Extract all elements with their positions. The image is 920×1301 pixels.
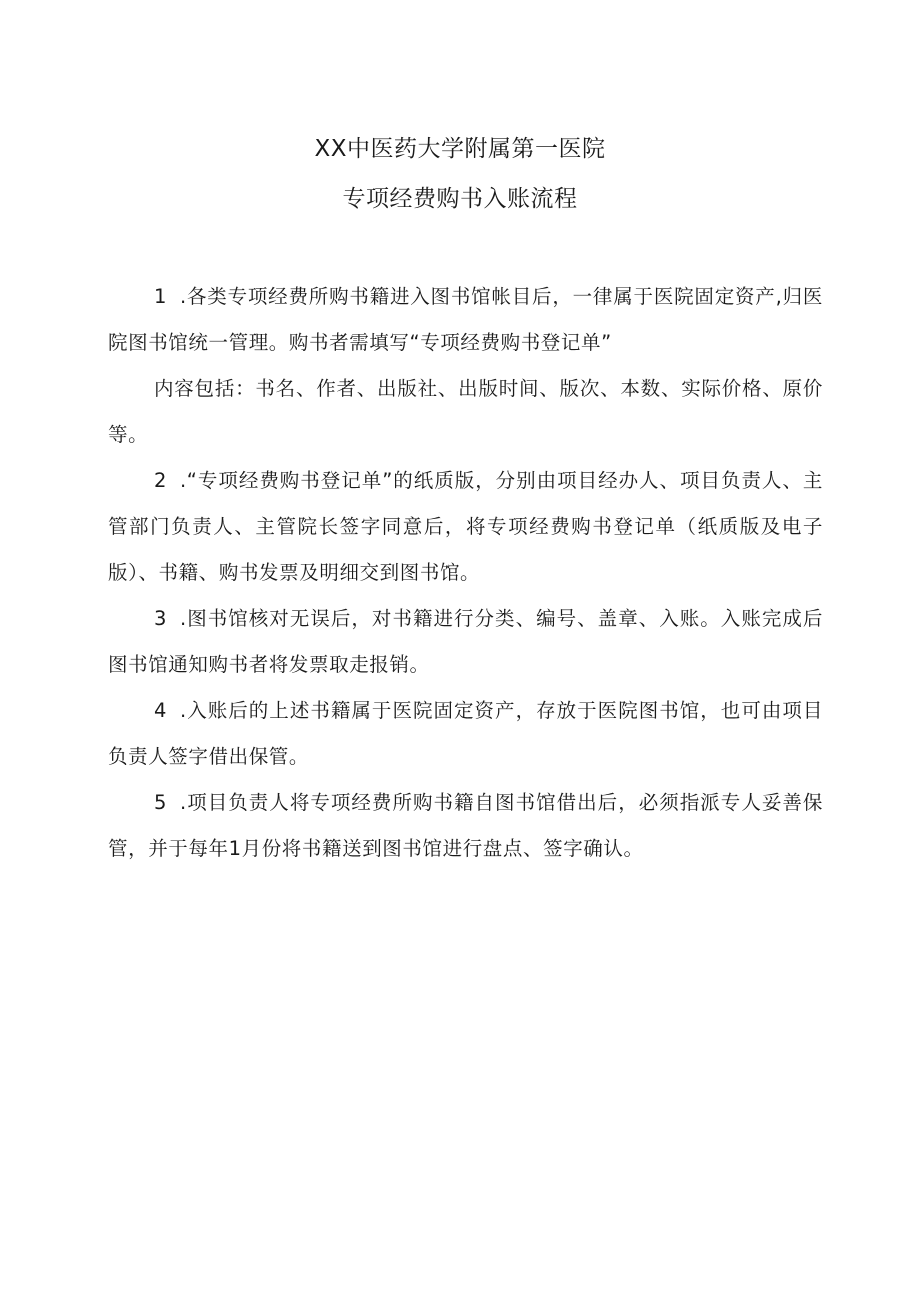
document-body xyxy=(108,274,823,872)
paragraph-4 xyxy=(108,688,823,780)
document-title-institution: XX中医药大学附属第一医院 xyxy=(314,136,606,162)
paragraph-number: 1 xyxy=(154,285,168,308)
paragraph-5 xyxy=(108,780,823,872)
paragraph-text: .各类专项经费所购书籍进入图书馆帐目后，一律属于医院固定资产,归医院图书馆统一管理。购书者需填写“专项经费购书登记单” xyxy=(108,285,823,354)
paragraph-number: 3 xyxy=(154,607,168,630)
paragraph-3 xyxy=(108,596,823,688)
paragraph-2 xyxy=(108,458,823,596)
paragraph-text: .“专项经费购书登记单”的纸质版，分别由项目经办人、项目负责人、主管部门负责人、主管院长签字同意后，将专项经费购书登记单（纸质版及电子版）、书籍、购书发票及明细交到图书馆。 xyxy=(108,469,823,584)
paragraph-number: 2 xyxy=(154,469,168,492)
paragraph-text: .项目负责人将专项经费所购书籍自图书馆借出后，必须指派专人妥善保管，并于每年1月份将书籍送到图书馆进行盘点、签字确认。 xyxy=(108,791,823,860)
paragraph-1 xyxy=(108,274,823,366)
paragraph-text: .图书馆核对无误后，对书籍进行分类、编号、盖章、入账。入账完成后图书馆通知购书者将发票取走报销。 xyxy=(108,607,823,676)
paragraph-content-list xyxy=(108,366,823,458)
paragraph-text: .入账后的上述书籍属于医院固定资产，存放于医院图书馆，也可由项目负责人签字借出保管。 xyxy=(108,699,823,768)
paragraph-text: 内容包括：书名、作者、出版社、出版时间、版次、本数、实际价格、原价等。 xyxy=(108,377,823,446)
document-title-process: 专项经费购书入账流程 xyxy=(342,186,578,212)
paragraph-number: 4 xyxy=(154,699,168,722)
paragraph-number: 5 xyxy=(154,791,168,814)
